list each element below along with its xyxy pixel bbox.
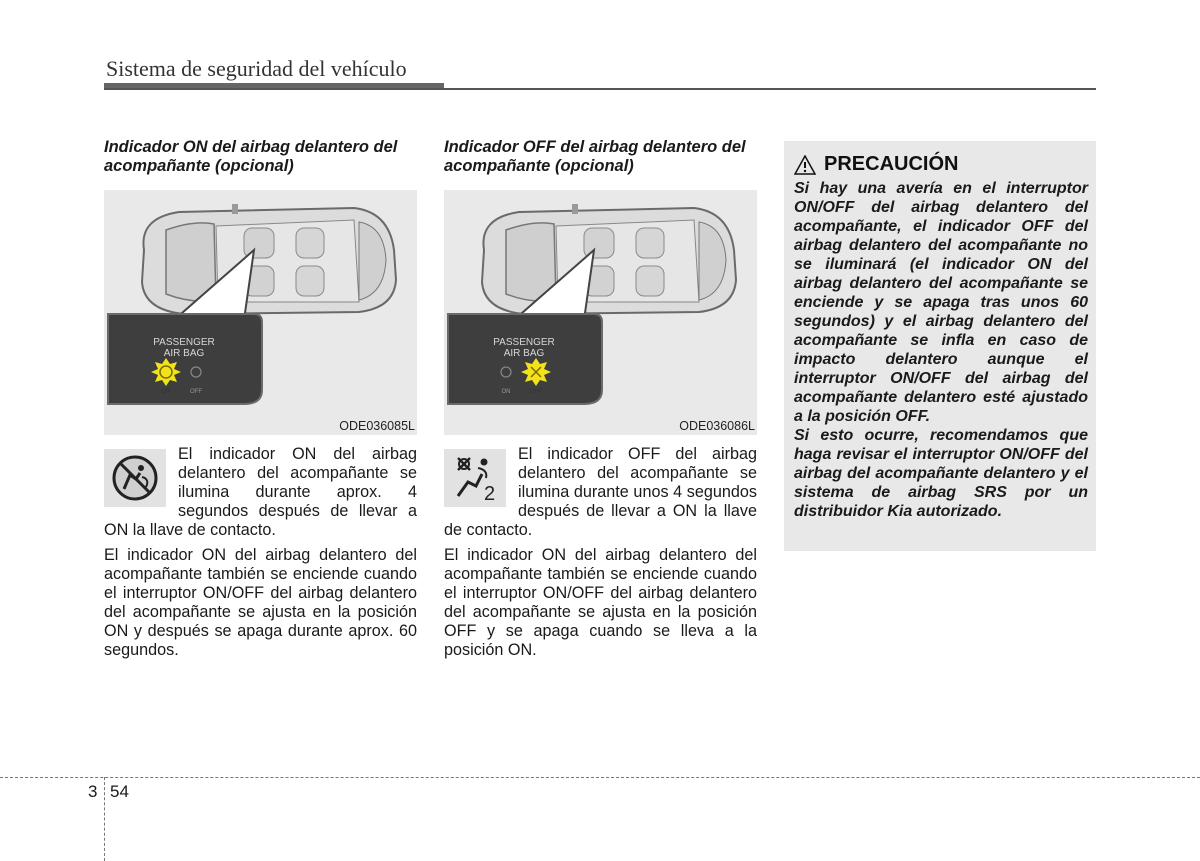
panel-label-airbag: AIR BAG — [163, 348, 205, 359]
text-block-on — [104, 445, 417, 660]
subheading-off-indicator: Indicador OFF del airbag delantero del acompañante (opcional) — [444, 138, 746, 175]
column-airbag-off — [444, 138, 757, 666]
on-label: ON — [501, 389, 511, 395]
paragraph-off-2: El indicador ON del airbag delantero del acompañante también se enciende cuando el interruptor ON/OFF del airbag delantero del acompañante se ajusta en la posición OFF y se apaga cuando se lleva a la posición ON. — [444, 546, 757, 659]
caution-body — [794, 179, 1088, 521]
car-body — [482, 204, 736, 318]
caution-title-text: PRECAUCIÓN — [824, 153, 959, 175]
off-indicator-lit — [521, 358, 551, 386]
section-title: Sistema de seguridad del vehículo — [106, 56, 407, 81]
panel-label-airbag: AIR BAG — [503, 348, 545, 359]
figure-airbag-on — [104, 190, 417, 435]
dashboard-panel-closeup — [108, 314, 262, 404]
off-label: OFF — [530, 389, 542, 395]
header-rule — [104, 88, 1096, 90]
on-indicator-lit — [151, 358, 181, 386]
footer-dashed-rule — [0, 777, 1200, 778]
passenger-airbag-off-icon — [444, 449, 506, 507]
page-number: 54 — [110, 782, 129, 801]
caution-paragraph-1: Si hay una avería en el interruptor ON/OFF del airbag delantero del acompañante, el indicador OFF del airbag delantero del acompañante no se iluminará (el indicador ON del airbag delantero del acompañante se enciende y se apaga tras unos 60 segundos) y el airbag delantero del acompañante se infla en caso de impacto delantero aunque el interruptor ON/OFF del airbag del acompañante delantero esté ajustado a la posición OFF. — [794, 180, 1088, 425]
caution-paragraph-2: Si esto ocurre, recomendamos que haga revisar el interruptor ON/OFF del airbag del acompañante delantero y el sistema de airbag SRS por un distribuidor Kia autorizado. — [794, 427, 1088, 520]
passenger-airbag-on-icon — [104, 449, 166, 507]
off-label: OFF — [190, 389, 202, 395]
text-block-off — [444, 445, 757, 660]
warning-triangle-icon — [794, 155, 816, 175]
column-airbag-on — [104, 138, 417, 666]
car-top-view-illustration — [444, 190, 757, 435]
footer-vertical-dashed-rule — [104, 777, 105, 861]
figure-code: ODE036086L — [679, 419, 755, 433]
section-number: 3 — [88, 782, 98, 801]
car-body — [142, 204, 396, 318]
dashboard-panel-closeup — [448, 314, 602, 404]
car-top-view-illustration — [104, 190, 417, 435]
caution-box — [784, 141, 1096, 551]
paragraph-on-1: El indicador ON del airbag delantero del acompañante se ilumina durante aprox. 4 segundos después de llevar a ON la llave de contacto. — [104, 445, 417, 539]
figure-code: ODE036085L — [339, 419, 415, 433]
paragraph-on-2: El indicador ON del airbag delantero del acompañante también se enciende cuando el interruptor ON/OFF del airbag delantero del acompañante se ajusta en la posición ON y después se apaga durante aprox. 60 segundos. — [104, 546, 417, 659]
paragraph-off-1: El indicador OFF del airbag delantero del acompañante se ilumina durante unos 4 segundos después de llevar a ON la llave de contacto. — [444, 445, 757, 539]
icon-digit: 2 — [484, 483, 496, 504]
panel-label-passenger: PASSENGER — [153, 337, 215, 348]
subheading-on-indicator: Indicador ON del airbag delantero del acompañante (opcional) — [104, 138, 398, 175]
panel-label-passenger: PASSENGER — [493, 337, 555, 348]
on-label: ON — [161, 389, 171, 395]
caution-heading — [794, 153, 958, 176]
figure-airbag-off — [444, 190, 757, 435]
